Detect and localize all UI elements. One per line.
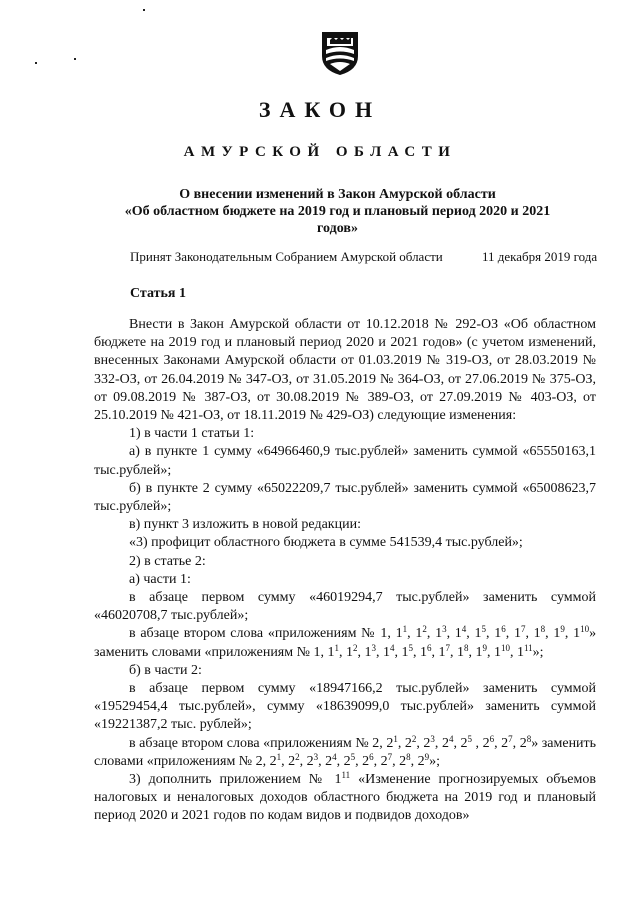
item-1c: в) пункт 3 изложить в новой редакции: (129, 517, 361, 533)
scan-speck (35, 62, 37, 64)
document-subtitle: АМУРСКОЙ ОБЛАСТИ (183, 144, 457, 160)
article-heading: Статья 1 (130, 286, 186, 301)
intro-paragraph: Внести в Закон Амурской области от 10.12.2018 № 292-ОЗ «Об областном бюджете на 2019 год и плановый период 2020 и 2021 годов» (с учетом изменений, внесенных Законами Амурской области от 01.03.2019 № 319-ОЗ, от 28.03.2019 № 332-ОЗ, от 26.04.2019 № 347-ОЗ, от 31.05.2019 № 364-ОЗ, от 27.06.2019 № 375-ОЗ, от 09.08.2019 № 387-ОЗ, от 30.08.2019 № 389-ОЗ, от 27.09.2019 № 403-ОЗ, от 25.10.2019 № 421-ОЗ, от 18.11.2019 № 429-ОЗ) следующие изменения: (94, 317, 596, 424)
item-2b-2: в абзаце втором слова «приложениям № 2, $2^1$, $2^2$, $2^3$, $2^4$, $2^5$ , $2^6$, $2^7$, $2^8$» заменить словами «приложениям № 2, $2^1$, $2^2$, $2^3$, $2^4$, $2^5$, $2^6$, $2^7$, $2^8$, $2^9$»; (94, 733, 597, 769)
adoption-statement: Принят Законодательным Собранием Амурской области (130, 249, 443, 264)
adoption-date: 11 декабря 2019 года (482, 249, 598, 264)
item-2b: б) в части 2: (129, 662, 202, 678)
document-title: ЗАКОН (258, 97, 382, 122)
heading-line: годов» (317, 221, 358, 236)
item-2a-2: в абзаце втором слова «приложениям № 1, $1^1$, $1^2$, $1^3$, $1^4$, $1^5$, $1^6$, $1^7$, $1^8$, $1^9$, $1^{10}$» заменить словами «приложениям № 1, $1^1$, $1^2$, $1^3$, $1^4$, $1^5$, $1^6$, $1^7$, $1^8$, $1^9$, $1^{10}$, $1^{11}$»; (94, 624, 597, 660)
heading-line: О внесении изменений в Закон Амурской области (179, 187, 496, 202)
item-1b: б) в пункте 2 сумму «65022209,7 тыс.рублей» заменить суммой «65008623,7 тыс.рублей»; (94, 480, 596, 515)
item-2b-1: в абзаце первом сумму «18947166,2 тыс.рублей» заменить суммой «19529454,4 тыс.рублей», сумму «18639099,0 тыс.рублей» заменить суммой «19221387,2 тыс. рублей»; (94, 681, 596, 733)
item-2: 2) в статье 2: (129, 553, 206, 569)
article-body (94, 316, 596, 826)
scan-speck (143, 9, 145, 11)
heading-line: «Об областном бюджете на 2019 год и плановый период 2020 и 2021 (124, 204, 551, 219)
coat-of-arms-icon (318, 30, 362, 76)
law-heading (60, 186, 615, 237)
item-2a: а) части 1: (129, 571, 191, 587)
item-2a-1: в абзаце первом сумму «46019294,7 тыс.рублей» заменить суммой «46020708,7 тыс.рублей»; (94, 590, 596, 624)
scan-speck (74, 58, 76, 60)
item-1a: а) в пункте 1 сумму «64966460,9 тыс.рублей» заменить суммой «65550163,1 тыс.рублей»; (94, 444, 596, 478)
item-3: 3) дополнить приложением № $1^{11}$ «Изменение прогнозируемых объемов налоговых и неналоговых доходов областного бюджета на 2019 год и плановый период 2020 и 2021 годов по кодам видов и подвидов доходов» (94, 770, 596, 824)
item-1: 1) в части 1 статьи 1: (129, 426, 255, 442)
item-1c-text: «3) профицит областного бюджета в сумме 541539,4 тыс.рублей»; (129, 535, 523, 551)
